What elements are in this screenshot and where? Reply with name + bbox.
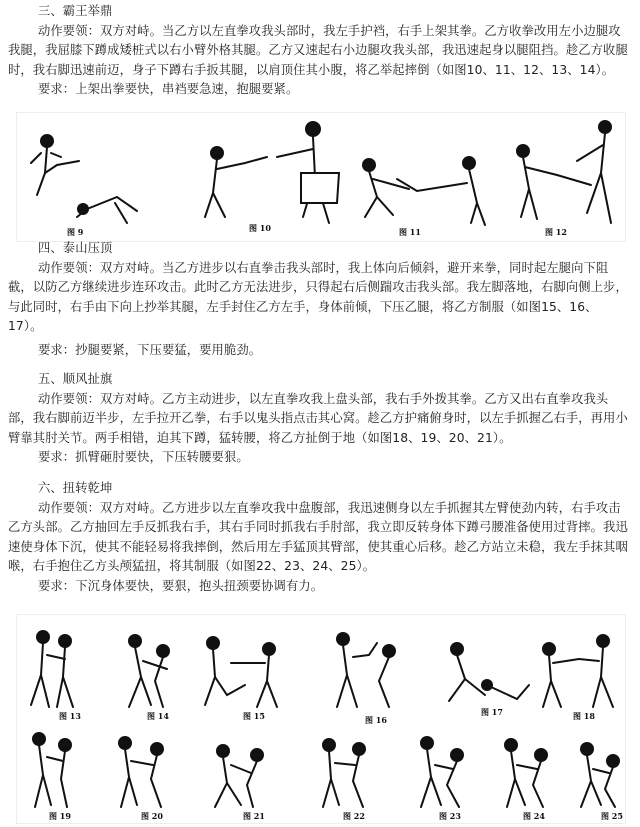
figure-23-illustration <box>421 737 463 807</box>
figure-16-illustration <box>337 633 395 707</box>
figure-label: 图 10 <box>249 223 271 233</box>
figure-label: 图 25 <box>601 811 623 821</box>
martial-arts-illustrations-13-25 <box>17 615 625 823</box>
figure-20-illustration <box>119 737 163 807</box>
figure-label: 图 18 <box>573 711 595 721</box>
section-title: 四、泰山压顶 <box>38 241 113 255</box>
section-title: 五、顺风扯旗 <box>38 372 113 386</box>
figure-21-illustration <box>215 745 263 807</box>
action-text: 动作要领：双方对峙。乙方进步以左直拳攻我中盘腹部，我迅速侧身以左手抓握其左臂使劲内转，右手攻击乙方头部。乙方抽回左手反抓我右手，其右手同时抓我右手肘部，我立即反转身体下蹲弓腰准备使用过背摔。我迅速使身体下沉，使其不能轻易将我摔倒，然后用左手猛顶其臂部，使其重心后移。趁乙方站立未稳，我左手抹其咽喉，右手抱住乙方头颅猛扭，将其制服（如图22、23、24、25）。 <box>8 500 628 573</box>
section-6 <box>8 479 630 596</box>
figure-18-illustration <box>543 635 613 707</box>
section-3 <box>8 2 630 100</box>
figure-label: 图 16 <box>365 715 387 725</box>
figure-label: 图 11 <box>399 227 421 237</box>
figure-24-illustration <box>505 739 547 807</box>
requirement-text: 要求：上架出拳要快，串裆要急速，抱腿要紧。 <box>38 82 299 96</box>
section-4 <box>8 239 630 360</box>
figure-17-illustration <box>449 643 529 701</box>
martial-arts-illustrations-9-12 <box>17 113 625 241</box>
figure-label: 图 24 <box>523 811 545 821</box>
figure-block-bottom <box>16 614 626 824</box>
action-text: 动作要领：双方对峙。当乙方以左直拳攻我头部时，我左手护裆，右手上架其拳。乙方收拳改用左小边腿攻我腿，我屈膝下蹲成矮桩式以右小臂外格其腿。乙方又速起右小边腿攻我头部，我迅速起身以腿阻挡。趁乙方收腿时，我右脚迅速前迈，身子下蹲右手扳其腿，以肩顶住其小腹，将乙举起摔倒（如图10、11、12、13、14）。 <box>8 23 628 77</box>
figure-10-illustration <box>205 122 339 223</box>
figure-label: 图 17 <box>481 707 503 717</box>
figure-label: 图 21 <box>243 811 265 821</box>
figure-label: 图 13 <box>59 711 81 721</box>
section-title: 三、霸王举鼎 <box>38 4 113 18</box>
figure-label: 图 20 <box>141 811 163 821</box>
figure-13-illustration <box>31 631 73 707</box>
figure-label: 图 14 <box>147 711 169 721</box>
figure-label: 图 23 <box>439 811 461 821</box>
figure-15-illustration <box>205 637 277 707</box>
action-text: 动作要领：双方对峙。当乙方进步以右直拳击我头部时，我上体向后倾斜，避开来拳，同时起左腿向下阻截，以防乙方继续进步连环攻击。此时乙方无法进步，只得起右后侧踹攻击我头部。我左脚落地，右脚向侧上步，与此同时，右手由下向上抄举其腿，左手封住乙方左手，身体前倾，下压乙腿，将乙方制服（如图15、16、17）。 <box>8 260 628 333</box>
requirement-text: 要求：抄腿要紧，下压要猛，要用脆劲。 <box>38 342 262 357</box>
figure-11-illustration <box>363 157 485 225</box>
requirement-text: 要求：抓臂砸肘要快，下压转腰要狠。 <box>38 450 249 464</box>
figure-14-illustration <box>129 635 169 707</box>
requirement-text: 要求：下沉身体要快，要狠，抱头扭颈要协调有力。 <box>38 578 324 593</box>
action-text: 动作要领：双方对峙。乙方主动进步，以左直拳攻我上盘头部，我右手外拨其拳。乙方又出右直拳攻我头部，我右脚前迈半步，左手拉开乙拳，右手以鬼头指点击其心窝。趁乙方护痛俯身时，以左手抓握乙右手，再用小臂靠其肘关节。两手相错，迫其下蹲，猛转腰，将乙方扯倒于地（如图18、19、20、21）。 <box>8 391 628 445</box>
section-5 <box>8 370 630 468</box>
figure-label: 图 19 <box>49 811 71 821</box>
figure-12-illustration <box>517 121 611 223</box>
figure-strip-top <box>16 112 626 242</box>
figure-22-illustration <box>323 739 365 807</box>
section-title: 六、扭转乾坤 <box>38 481 113 495</box>
figure-19-illustration <box>33 733 71 807</box>
figure-label: 图 22 <box>343 811 365 821</box>
figure-label: 图 12 <box>545 227 567 237</box>
figure-label: 图 15 <box>243 711 265 721</box>
figure-label: 图 9 <box>67 227 84 237</box>
figure-9-illustration <box>31 135 137 223</box>
figure-25-illustration <box>581 743 619 807</box>
